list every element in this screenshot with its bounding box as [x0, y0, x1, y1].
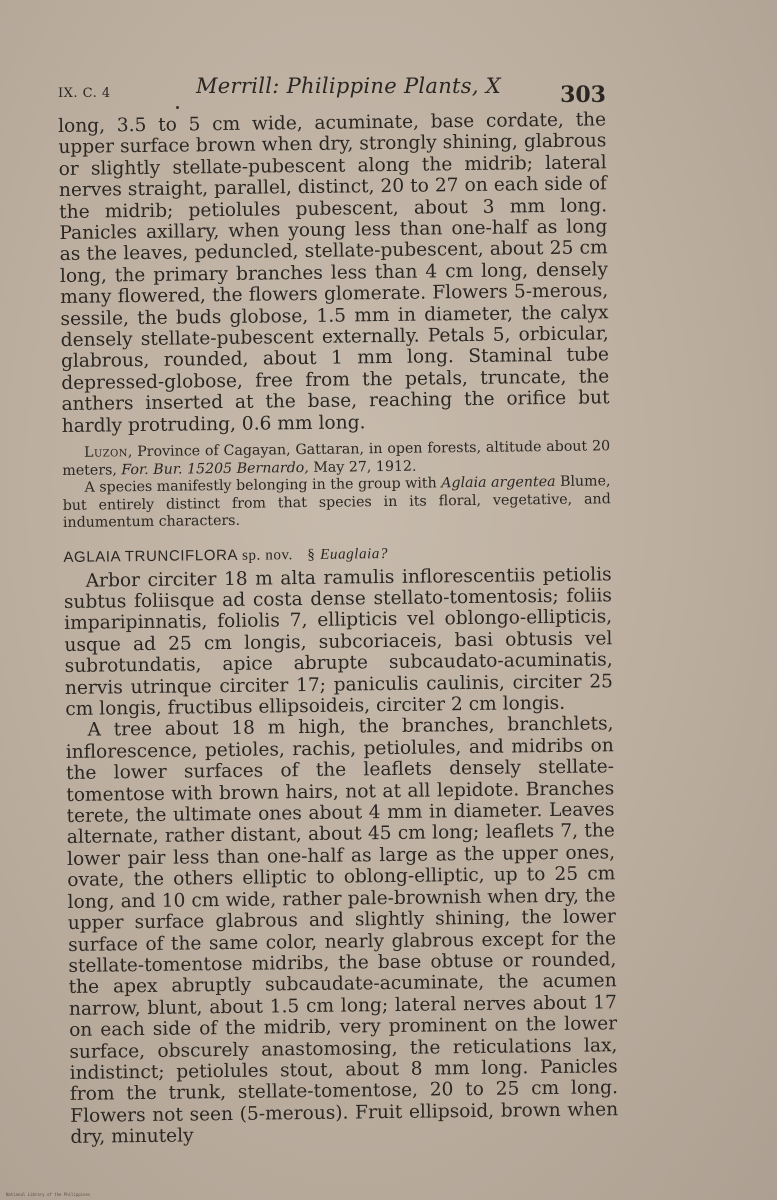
collection-date: May 27, 1912. — [313, 458, 417, 476]
section-name: Euaglaia? — [320, 545, 389, 563]
page-number: 303 — [560, 82, 606, 108]
species-name: AGLAIA TRUNCIFLORA — [63, 546, 238, 566]
latin-diagnosis: Arbor circiter 18 m alta ramulis inflorescentiis petiolis subtus foliisque ad costa dense stellato-tomentosis; foliis imparipinnatis, foliolis 7, ellipticis vel oblongo-ellipticis, usque ad 25 cm longis, subcoriaceis, basi obtusis vel subrotundatis, apice abrupte subcaudato-acuminatis, nervis utrinque circiter 17; paniculis caulinis, circiter 25 cm longis, fructibus ellipsoideis, circiter 2 cm longis. — [63, 563, 614, 720]
article-body — [58, 109, 619, 1148]
section-mark: § — [307, 546, 316, 563]
description-continued: long, 3.5 to 5 cm wide, acuminate, base cordate, the upper surface brown when dry, strongly shining, glabrous or slightly stellate-pubescent along the midrib; lateral nerves straight, parallel, distinct, 20 to 27 on each side of the midrib; petiolules pubescent, about 3 mm long. Panicles axillary, when young less than one-half as long as the leaves, peduncled, stellate-pubescent, about 25 cm long, the primary branches less than 4 cm long, densely many flowered, the flowers glomerate. Flowers 5-merous, sessile, the buds globose, 1.5 mm in diameter, the calyx densely stellate-pubescent externally. Petals 5, orbicular, glabrous, rounded, about 1 mm long. Staminal tube depressed-globose, free from the petals, truncate, the anthers inserted at the base, reaching the orifice but hardly protruding, 0.6 mm long. — [58, 109, 610, 437]
scan-footer: National Library of the Philippines — [6, 1192, 91, 1197]
locality-details: , Province of Cagayan, Gattaran, in open forests, altitude about 20 meters, — [62, 438, 611, 479]
locality-name: Luzon — [84, 444, 128, 461]
species-heading — [63, 542, 611, 567]
note-text-b: Blume, but entirely distinct from that species in its floral, vegetative, and indumentum characters. — [62, 473, 611, 532]
collector-reference: For. Bur. 15205 Bernardo, — [121, 459, 309, 478]
related-species: Aglaia argentea — [441, 474, 556, 492]
volume-section-label: IX. C. 4 — [58, 86, 111, 101]
ink-speck — [176, 106, 179, 109]
english-description: A tree about 18 m high, the branches, branchlets, inflorescence, petioles, rachis, petiolules, and midribs on the lower surfaces of the leaflets densely stellate-tomentose with brown hairs, not at all lepidote. Branches terete, the ultimate ones about 4 mm in diameter. Leaves alternate, rather distant, about 45 cm long; leaflets 7, the lower pair less than one-half as large as the upper ones, ovate, the others elliptic to oblong-elliptic, up to 25 cm long, and 10 cm wide, rather pale-brownish when dry, the upper surface glabrous and slightly shining, the lower surface of the same color, nearly glabrous except for the stellate-tomentose midribs, the base obtuse or rounded, the apex abruptly subcaudate-acuminate, the acumen narrow, blunt, about 1.5 cm long; lateral nerves about 17 on each side of the midrib, very prominent on the lower surface, obscurely anastomosing, the reticulations lax, indistinct; petiolules stout, about 8 mm long. Panicles from the trunk, stellate-tomentose, 20 to 25 cm long. Flowers not seen (5-merous). Fruit ellipsoid, brown when dry, minutely — [65, 713, 619, 1149]
species-note — [62, 473, 611, 532]
running-header — [58, 72, 606, 112]
note-text-a: A species manifestly belonging in the group with — [84, 475, 437, 496]
running-title: Merrill: Philippine Plants, X — [196, 74, 502, 98]
species-status: sp. nov. — [241, 546, 294, 564]
